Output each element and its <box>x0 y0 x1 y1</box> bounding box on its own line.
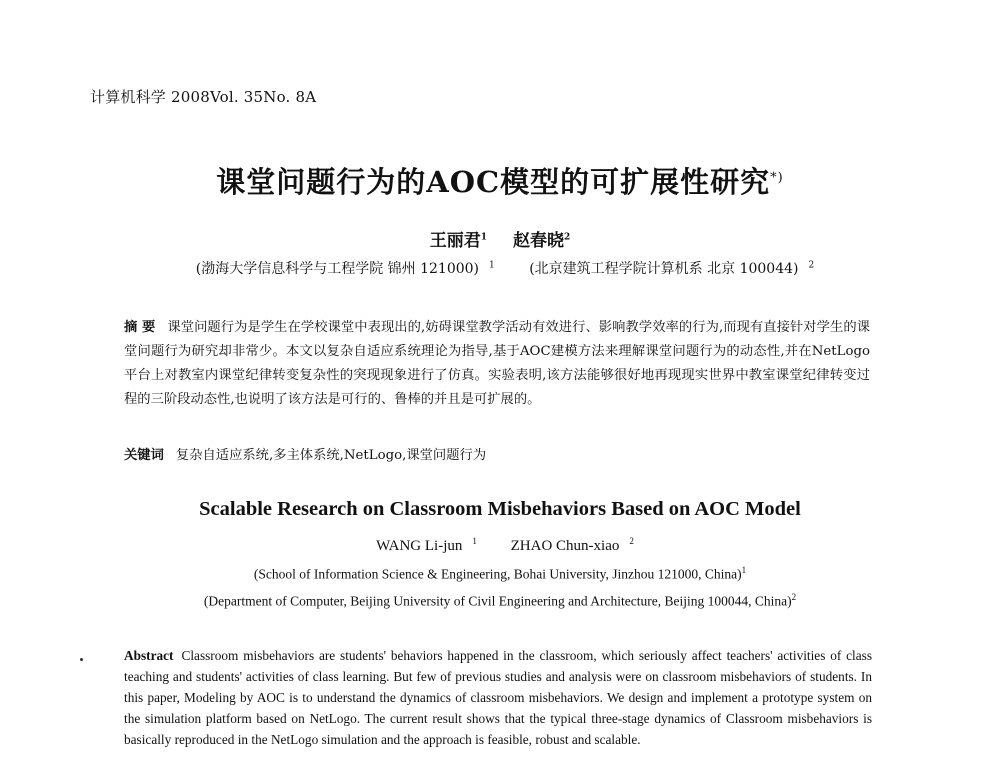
affiliation-en-2: (Department of Computer, Beijing University of Civil Engineering and Architecture, Beijing 100044, China)$^2$ <box>203 592 797 609</box>
author-cn-2: 赵春晓$^2$ <box>512 231 571 251</box>
keywords-cn-text: 复杂自适应系统,多主体系统,NetLogo,课堂问题行为 <box>175 448 487 463</box>
paper-title-en: Scalable Research on Classroom Misbehaviors Based on AOC Model <box>199 498 801 520</box>
abstract-en-text: Classroom misbehaviors are students' behaviors happened in the classroom, which seriously affect teachers' activities of class teaching and students' activities of class learning. But few of previous studies and analysis were on classroom misbehaviors of students. In this paper, Modeling by AOC is to understand the dynamics of classroom misbehaviors. We design and implement a prototype system on the simulation platform based on NetLogo. The current result shows that the typical three-stage dynamics of Classroom misbehaviors is basically reproduced in the NetLogo simulation and the approach is feasible, robust and scalable. <box>124 648 872 747</box>
affiliation-cn-1: (渤海大学信息科学与工程学院 锦州 121000) $^1$ <box>195 260 495 277</box>
affiliation-en-1: (School of Information Science & Engineering, Bohai University, Jinzhou 121000, China)$^1$ <box>253 565 747 582</box>
authors-en <box>0 536 1000 555</box>
author-en-2: ZHAO Chun-xiao $^2$ <box>510 536 634 554</box>
journal-header: 计算机科学 2008Vol. 35No. 8A <box>90 88 317 106</box>
keywords-cn <box>124 444 870 463</box>
abstract-cn-label: 摘 要 <box>124 320 156 335</box>
title-cn-text: 课堂问题行为的AOC模型的可扩展性研究 <box>216 165 771 199</box>
title-cn-footnote: *) <box>770 170 784 186</box>
authors-cn <box>0 226 1000 251</box>
affiliations-cn <box>0 258 1000 278</box>
abstract-en-label: Abstract <box>124 648 174 663</box>
abstract-cn <box>124 316 870 412</box>
author-en-1: WANG Li-jun $^1$ <box>376 536 477 554</box>
abstract-en <box>124 645 872 750</box>
margin-dot <box>80 658 83 661</box>
affiliation-cn-2: (北京建筑工程学院计算机系 北京 100044) $^2$ <box>529 260 815 277</box>
abstract-cn-text: 课堂问题行为是学生在学校课堂中表现出的,妨碍课堂教学活动有效进行、影响教学效率的行为,而现有直接针对学生的课堂问题行为研究却非常少。本文以复杂自适应系统理论为指导,基于AOC建模方法来理解课堂问题行为的动态性,并在NetLogo平台上对教室内课堂纪律转变复杂性的突现现象进行了仿真。实验表明,该方法能够很好地再现现实世界中教室课堂纪律转变过程的三阶段动态性,也说明了该方法是可行的、鲁棒的并且是可扩展的。 <box>124 320 871 407</box>
author-cn-1: 王丽君$^1$ <box>429 231 488 251</box>
paper-title-cn <box>0 160 1000 201</box>
keywords-cn-label: 关键词 <box>124 448 164 463</box>
